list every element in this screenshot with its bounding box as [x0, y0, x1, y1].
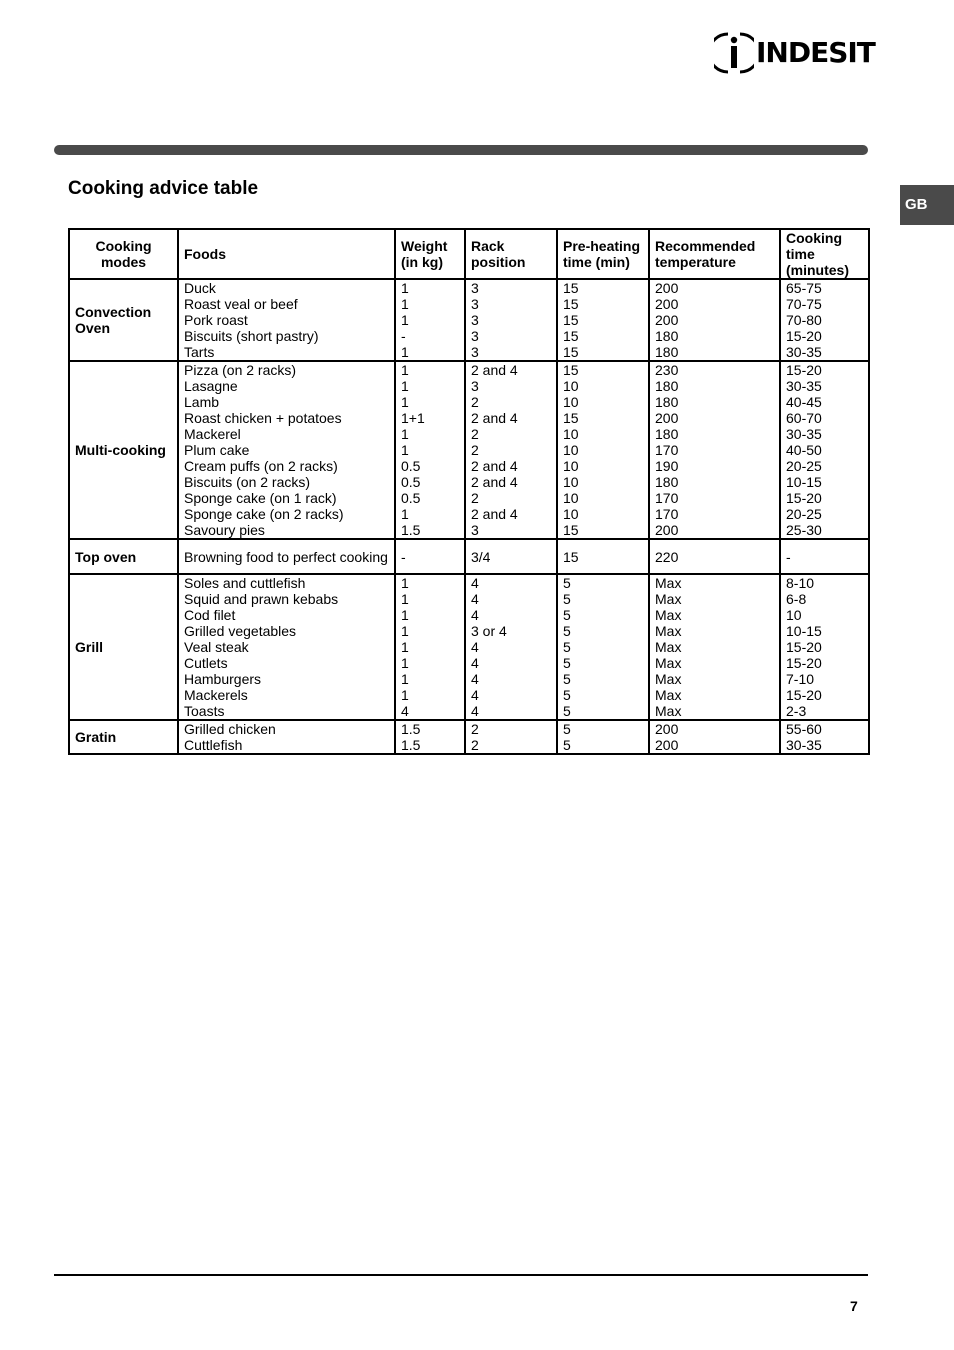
preheat-value: 15: [563, 296, 579, 312]
foods-value: Grilled chicken: [184, 721, 276, 737]
rack-value: 2: [471, 490, 479, 506]
rack-value: 2 and 4: [471, 474, 518, 490]
weight-value: 1: [401, 671, 409, 687]
weight-cell: [395, 361, 465, 539]
preheat-value: 15: [563, 362, 579, 378]
temp-value: 170: [655, 442, 679, 458]
foods-value: Soles and cuttlefish: [184, 575, 306, 591]
rack-value: 3: [471, 296, 479, 312]
preheat-value: 10: [563, 394, 579, 410]
time-value: 15-20: [786, 328, 822, 344]
page-number: 7: [850, 1298, 858, 1314]
preheat-cell: [557, 574, 649, 720]
weight-value: 1: [401, 655, 409, 671]
weight-value: 4: [401, 703, 409, 719]
preheat-cell: [557, 361, 649, 539]
foods-value: Mackerel: [184, 426, 241, 442]
cooking-mode-label: Top oven: [75, 548, 137, 565]
weight-value: -: [401, 548, 406, 565]
weight-cell: [395, 279, 465, 361]
temp-value: 180: [655, 474, 679, 490]
temp-value: 200: [655, 280, 679, 296]
rack-value: 3: [471, 328, 479, 344]
preheat-value: 10: [563, 442, 579, 458]
weight-value: 1: [401, 312, 409, 328]
cooking-mode-label: Gratin: [75, 729, 117, 745]
cooking-advice-table-wrap: [68, 228, 868, 755]
foods-cell: [178, 720, 395, 754]
weight-value: -: [401, 328, 406, 344]
time-value: 20-25: [786, 458, 822, 474]
weight-value: 1: [401, 639, 409, 655]
weight-value: 1+1: [401, 410, 425, 426]
preheat-value: 10: [563, 474, 579, 490]
temp-value: 200: [655, 312, 679, 328]
temp-value: 180: [655, 328, 679, 344]
time-value: 70-80: [786, 312, 822, 328]
rack-value: 2: [471, 721, 479, 737]
preheat-cell: [557, 539, 649, 574]
time-value: 15-20: [786, 655, 822, 671]
rack-value: 2: [471, 426, 479, 442]
rack-cell: [465, 574, 557, 720]
foods-value: Sponge cake (on 1 rack): [184, 490, 337, 506]
weight-value: 1: [401, 296, 409, 312]
preheat-value: 5: [563, 737, 571, 753]
temp-cell: [649, 279, 780, 361]
time-value: 15-20: [786, 639, 822, 655]
foods-value: Duck: [184, 280, 216, 296]
temp-value: 180: [655, 344, 679, 360]
time-value: -: [786, 548, 791, 565]
time-cell: [780, 361, 869, 539]
rack-value: 2: [471, 737, 479, 753]
header-rack-position: Rack position: [465, 229, 557, 279]
header-cooking-modes: Cooking modes: [69, 229, 178, 279]
weight-value: 1.5: [401, 721, 421, 737]
temp-cell: [649, 539, 780, 574]
time-value: 10-15: [786, 474, 822, 490]
preheat-value: 10: [563, 506, 579, 522]
temp-value: Max: [655, 575, 682, 591]
preheat-value: 5: [563, 703, 571, 719]
rack-cell: [465, 279, 557, 361]
time-value: 30-35: [786, 344, 822, 360]
time-value: 10-15: [786, 623, 822, 639]
weight-value: 1: [401, 280, 409, 296]
foods-value: Roast veal or beef: [184, 296, 298, 312]
preheat-value: 15: [563, 344, 579, 360]
rack-value: 2 and 4: [471, 410, 518, 426]
weight-value: 1: [401, 394, 409, 410]
preheat-value: 15: [563, 522, 579, 538]
preheat-value: 15: [563, 280, 579, 296]
foods-cell: [178, 574, 395, 720]
rack-value: 3 or 4: [471, 623, 507, 639]
time-cell: [780, 574, 869, 720]
foods-value: Hamburgers: [184, 671, 262, 687]
foods-value: Lamb: [184, 394, 220, 410]
foods-value: Pork roast: [184, 312, 248, 328]
preheat-value: 15: [563, 548, 579, 565]
weight-value: 1: [401, 426, 409, 442]
time-value: 15-20: [786, 687, 822, 703]
rack-value: 4: [471, 607, 479, 623]
foods-value: Pizza (on 2 racks): [184, 362, 297, 378]
table-row: [69, 539, 869, 574]
cooking-mode-label: Oven: [75, 320, 111, 336]
weight-value: 0.5: [401, 490, 421, 506]
cooking-mode-cell: [69, 279, 178, 361]
foods-value: Grilled vegetables: [184, 623, 297, 639]
time-value: 10: [786, 607, 802, 623]
cooking-mode-cell: [69, 539, 178, 574]
weight-value: 1.5: [401, 522, 421, 538]
temp-cell: [649, 361, 780, 539]
preheat-value: 5: [563, 721, 571, 737]
time-value: 7-10: [786, 671, 815, 687]
rack-value: 2: [471, 394, 479, 410]
rack-value: 2 and 4: [471, 458, 518, 474]
foods-value: Biscuits (on 2 racks): [184, 474, 311, 490]
rack-value: 2 and 4: [471, 506, 518, 522]
foods-value: Lasagne: [184, 378, 238, 394]
weight-cell: [395, 539, 465, 574]
time-cell: [780, 539, 869, 574]
time-value: 30-35: [786, 378, 822, 394]
foods-cell: [178, 279, 395, 361]
temp-value: 200: [655, 737, 679, 753]
cooking-mode-cell: [69, 720, 178, 754]
cooking-mode-label: Multi-cooking: [75, 442, 166, 458]
cooking-advice-table: [68, 228, 870, 755]
preheat-value: 10: [563, 490, 579, 506]
time-cell: [780, 279, 869, 361]
temp-cell: [649, 574, 780, 720]
rack-value: 4: [471, 687, 479, 703]
preheat-value: 10: [563, 426, 579, 442]
temp-value: Max: [655, 655, 682, 671]
cooking-mode-cell: [69, 361, 178, 539]
temp-value: 190: [655, 458, 679, 474]
header-weight: Weight (in kg): [395, 229, 465, 279]
time-value: 60-70: [786, 410, 822, 426]
rack-value: 3: [471, 280, 479, 296]
indesit-logo: [714, 30, 874, 76]
weight-value: 1: [401, 607, 409, 623]
foods-value: Browning food to perfect cooking: [184, 548, 388, 565]
temp-cell: [649, 720, 780, 754]
temp-value: Max: [655, 687, 682, 703]
rack-cell: [465, 361, 557, 539]
time-value: 15-20: [786, 490, 822, 506]
foods-value: Cod filet: [184, 607, 236, 623]
temp-value: 180: [655, 426, 679, 442]
weight-value: 1: [401, 591, 409, 607]
foods-value: Toasts: [184, 703, 225, 719]
temp-value: 220: [655, 548, 679, 565]
header-foods: Foods: [178, 229, 395, 279]
foods-value: Mackerels: [184, 687, 248, 703]
weight-value: 1.5: [401, 737, 421, 753]
weight-cell: [395, 574, 465, 720]
weight-value: 1: [401, 506, 409, 522]
preheat-value: 15: [563, 312, 579, 328]
table-row: [69, 279, 869, 361]
rack-value: 3: [471, 312, 479, 328]
language-tab: GB: [900, 185, 954, 225]
preheat-value: 5: [563, 575, 571, 591]
header-rule: [54, 145, 868, 155]
preheat-value: 5: [563, 671, 571, 687]
rack-value: 4: [471, 639, 479, 655]
foods-value: Biscuits (short pastry): [184, 328, 319, 344]
foods-value: Tarts: [184, 344, 215, 360]
preheat-value: 15: [563, 410, 579, 426]
weight-value: 1: [401, 378, 409, 394]
header-recommended-temperature: Recommended temperature: [649, 229, 780, 279]
time-value: 30-35: [786, 737, 822, 753]
time-value: 20-25: [786, 506, 822, 522]
rack-value: 2 and 4: [471, 362, 518, 378]
weight-value: 1: [401, 687, 409, 703]
weight-cell: [395, 720, 465, 754]
preheat-value: 10: [563, 378, 579, 394]
time-cell: [780, 720, 869, 754]
weight-value: 1: [401, 623, 409, 639]
foods-value: Sponge cake (on 2 racks): [184, 506, 344, 522]
rack-value: 3: [471, 522, 479, 538]
time-value: 65-75: [786, 280, 822, 296]
foods-cell: [178, 539, 395, 574]
table-row: [69, 720, 869, 754]
table-row: [69, 361, 869, 539]
temp-value: 170: [655, 490, 679, 506]
rack-value: 4: [471, 703, 479, 719]
rack-value: 4: [471, 575, 479, 591]
preheat-value: 5: [563, 591, 571, 607]
table-row: [69, 574, 869, 720]
time-value: 40-50: [786, 442, 822, 458]
foods-value: Cutlets: [184, 655, 228, 671]
weight-value: 0.5: [401, 458, 421, 474]
temp-value: Max: [655, 639, 682, 655]
temp-value: 200: [655, 410, 679, 426]
time-value: 30-35: [786, 426, 822, 442]
rack-value: 2: [471, 442, 479, 458]
foods-value: Cuttlefish: [184, 737, 243, 753]
foods-value: Veal steak: [184, 639, 249, 655]
time-value: 25-30: [786, 522, 822, 538]
rack-value: 3/4: [471, 548, 491, 565]
temp-value: 200: [655, 721, 679, 737]
brand-wordmark: INDESIT: [756, 36, 875, 69]
weight-value: 1: [401, 362, 409, 378]
foods-cell: [178, 361, 395, 539]
temp-value: 200: [655, 296, 679, 312]
temp-value: Max: [655, 671, 682, 687]
weight-value: 1: [401, 344, 409, 360]
temp-value: 230: [655, 362, 679, 378]
preheat-value: 10: [563, 458, 579, 474]
preheat-value: 5: [563, 623, 571, 639]
footer-rule: [54, 1274, 868, 1276]
rack-cell: [465, 720, 557, 754]
time-value: 6-8: [786, 591, 807, 607]
temp-value: 180: [655, 378, 679, 394]
table-header-row: [69, 229, 869, 279]
preheat-cell: [557, 720, 649, 754]
foods-value: Plum cake: [184, 442, 250, 458]
temp-value: Max: [655, 623, 682, 639]
rack-value: 3: [471, 378, 479, 394]
cooking-mode-cell: [69, 574, 178, 720]
rack-value: 4: [471, 591, 479, 607]
table-body: [69, 279, 869, 754]
page-title: Cooking advice table: [68, 178, 259, 199]
preheat-value: 5: [563, 687, 571, 703]
header-cooking-time: Cooking time (minutes): [780, 229, 869, 279]
preheat-value: 15: [563, 328, 579, 344]
foods-value: Roast chicken + potatoes: [184, 410, 342, 426]
time-value: 55-60: [786, 721, 822, 737]
rack-cell: [465, 539, 557, 574]
preheat-cell: [557, 279, 649, 361]
weight-value: 0.5: [401, 474, 421, 490]
time-value: 8-10: [786, 575, 815, 591]
indesit-logo-mark-icon: [714, 30, 754, 76]
temp-value: Max: [655, 703, 682, 719]
cooking-mode-label: Grill: [75, 639, 104, 655]
weight-value: 1: [401, 442, 409, 458]
temp-value: 200: [655, 522, 679, 538]
time-value: 15-20: [786, 362, 822, 378]
foods-value: Savoury pies: [184, 522, 265, 538]
weight-value: 1: [401, 575, 409, 591]
preheat-value: 5: [563, 639, 571, 655]
temp-value: Max: [655, 607, 682, 623]
temp-value: 180: [655, 394, 679, 410]
foods-value: Cream puffs (on 2 racks): [184, 458, 338, 474]
preheat-value: 5: [563, 607, 571, 623]
time-value: 70-75: [786, 296, 822, 312]
cooking-mode-label: Convection: [75, 304, 152, 320]
header-preheating-time: Pre-heating time (min): [557, 229, 649, 279]
temp-value: Max: [655, 591, 682, 607]
preheat-value: 5: [563, 655, 571, 671]
foods-value: Squid and prawn kebabs: [184, 591, 339, 607]
rack-value: 4: [471, 671, 479, 687]
time-value: 2-3: [786, 703, 807, 719]
rack-value: 3: [471, 344, 479, 360]
temp-value: 170: [655, 506, 679, 522]
time-value: 40-45: [786, 394, 822, 410]
rack-value: 4: [471, 655, 479, 671]
